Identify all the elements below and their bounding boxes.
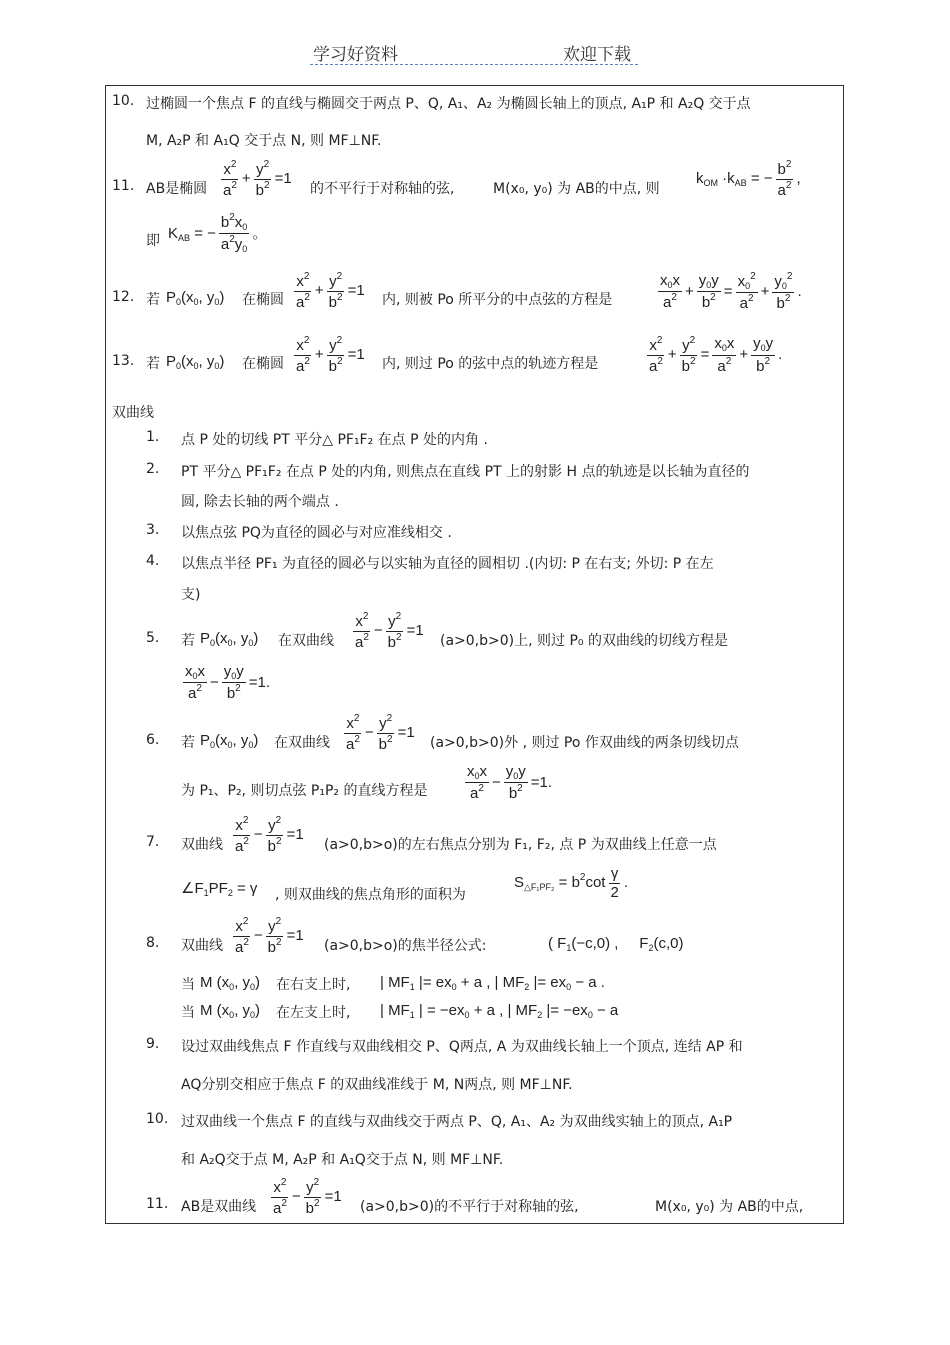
item-number: 10. bbox=[112, 93, 135, 109]
hyperbola-5-text-b: 在双曲线 bbox=[278, 633, 334, 649]
focal-triangle-area-formula: $S_{\triangle F_1PF_2} = b^2\cot$ $\frac{\gamma}{2}$ . bbox=[514, 865, 628, 901]
item-number: 9. bbox=[146, 1036, 160, 1052]
tangent-line-equation: $\frac{x_0x}{a^2}$ − $\frac{y_0y}{b^2}$ =1. bbox=[185, 663, 271, 703]
midpoint-locus-equation: $\frac{x^2}{a^2}$ + $\frac{y^2}{b^2}$ = $\frac{x_0x}{a^2}$ + $\frac{y_0y}{b^2}$ . bbox=[649, 335, 783, 375]
hyperbola-11-text-a: AB是双曲线 bbox=[181, 1199, 257, 1215]
hyperbola-8-text-d: 在右支上时, bbox=[276, 977, 351, 993]
item-number: 5. bbox=[146, 630, 160, 646]
foci-coordinates: ( $F_1(-c,0)$ , $F_2(c,0)$ bbox=[548, 935, 684, 953]
item-number: 10. bbox=[146, 1111, 169, 1127]
hyperbola-5-text-a: 若 bbox=[181, 633, 195, 649]
hyperbola-2-line1: PT 平分△ PF₁F₂ 在点 P 处的内角, 则焦点在直线 PT 上的射影 H 点的轨迹是以长轴为直径的 bbox=[181, 464, 750, 480]
point-p0: $P_0(x_0$, $y_0$) bbox=[200, 732, 259, 750]
item-number: 7. bbox=[146, 834, 160, 850]
item-number: 1. bbox=[146, 429, 160, 445]
hyperbola-3-text: 以焦点弦 PQ为直径的圆必与对应准线相交 . bbox=[181, 525, 452, 541]
midpoint-chord-equation: $\frac{x_0x}{a^2}$ + $\frac{y_0y}{b^2}$ = $\frac{x_0^2}{a^2}$ + $\frac{y_0^2}{b^2}$ . bbox=[660, 271, 802, 313]
point-p0: $P_0(x_0$, $y_0$) bbox=[200, 630, 259, 648]
ellipse-11-text-a: AB是椭圆 bbox=[146, 181, 208, 197]
right-branch-focal-radius: | $MF_1$ |= $ex_0 + a$ , | $MF_2$ |= $ex_0 - a$ . bbox=[380, 974, 605, 992]
header-rule bbox=[310, 64, 638, 65]
hyperbola-10-line2: 和 A₂Q交于点 M, A₂P 和 A₁Q交于点 N, 则 MF⊥NF. bbox=[181, 1152, 504, 1168]
hyperbola-7-text-b: (a>0,b>o)的左右焦点分别为 F₁, F₂, 点 P 为双曲线上任意一点 bbox=[324, 837, 717, 853]
hyperbola-equation: $\frac{x^2}{a^2}$ − $\frac{y^2}{b^2}$ =1 bbox=[355, 611, 424, 651]
ellipse-12-text-c: 内, 则被 Po 所平分的中点弦的方程是 bbox=[382, 292, 613, 308]
point-p0: $P_0(x_0$, $y_0$) bbox=[166, 289, 225, 307]
hyperbola-5-text-c: (a>0,b>0)上, 则过 P₀ 的双曲线的切线方程是 bbox=[440, 633, 728, 649]
point-m: M ($x_0$, $y_0$) bbox=[200, 974, 261, 992]
hyperbola-8-text-a: 双曲线 bbox=[181, 938, 223, 954]
section-title: 双曲线 bbox=[112, 405, 154, 421]
hyperbola-8-text-c: 当 bbox=[181, 977, 195, 993]
hyperbola-8-text-b: (a>0,b>o)的焦半径公式: bbox=[324, 938, 487, 954]
item-number: 12. bbox=[112, 289, 135, 305]
header-right-text: 欢迎下载 bbox=[563, 45, 631, 65]
ellipse-11-text-b: 的不平行于对称轴的弦, bbox=[310, 181, 455, 197]
left-branch-focal-radius: | $MF_1$ | = $-ex_0 + a$ , | $MF_2$ |= $-ex_0 - a$ bbox=[380, 1002, 619, 1020]
hyperbola-10-line1: 过双曲线一个焦点 F 的直线与双曲线交于两点 P、Q, A₁、A₂ 为双曲线实轴上的顶点, A₁P bbox=[181, 1114, 733, 1130]
ellipse-10-line1: 过椭圆一个焦点 F 的直线与椭圆交于两点 P、Q, A₁、A₂ 为椭圆长轴上的顶点, A₁P 和 A₂Q 交于点 bbox=[146, 96, 751, 112]
focal-angle-label: $\angle F_1PF_2 = \gamma$ bbox=[181, 880, 258, 898]
hyperbola-6-text-b: 在双曲线 bbox=[274, 735, 330, 751]
ellipse-equation: $\frac{x^2}{a^2}$ + $\frac{y^2}{b^2}$ =1 bbox=[296, 335, 365, 375]
slope-product-formula: $k_{OM} \cdot k_{AB}$ = − $\frac{b^2}{a^2}$ , bbox=[696, 159, 801, 199]
ellipse-10-line2: M, A₂P 和 A₁Q 交于点 N, 则 MF⊥NF. bbox=[146, 133, 382, 149]
ellipse-11-text-e: 即 bbox=[146, 233, 160, 249]
hyperbola-equation: $\frac{x^2}{a^2}$ − $\frac{y^2}{b^2}$ =1 bbox=[235, 815, 304, 855]
hyperbola-equation: $\frac{x^2}{a^2}$ − $\frac{y^2}{b^2}$ =1 bbox=[235, 916, 304, 956]
item-number: 4. bbox=[146, 553, 160, 569]
ellipse-equation: $\frac{x^2}{a^2}$ + $\frac{y^2}{b^2}$ =1 bbox=[296, 271, 365, 311]
item-number: 3. bbox=[146, 522, 160, 538]
item-number: 13. bbox=[112, 353, 135, 369]
header-left-text: 学习好资料 bbox=[313, 45, 398, 65]
ellipse-equation: $\frac{x^2}{a^2}$ + $\frac{y^2}{b^2}$ =1 bbox=[223, 159, 292, 199]
item-number: 2. bbox=[146, 461, 160, 477]
hyperbola-9-line1: 设过双曲线焦点 F 作直线与双曲线相交 P、Q两点, A 为双曲线长轴上一个顶点, 连结 AP 和 bbox=[181, 1039, 743, 1055]
ellipse-11-text-c: M(x₀, y₀) 为 AB的中点, 则 bbox=[493, 181, 660, 197]
hyperbola-equation: $\frac{x^2}{a^2}$ − $\frac{y^2}{b^2}$ =1 bbox=[273, 1177, 342, 1217]
item-number: 11. bbox=[112, 178, 135, 194]
hyperbola-11-text-b: (a>0,b>0)的不平行于对称轴的弦, bbox=[360, 1199, 579, 1215]
point-p0: $P_0(x_0$, $y_0$) bbox=[166, 353, 225, 371]
hyperbola-8-text-e: 当 bbox=[181, 1005, 195, 1021]
chord-of-contact-equation: $\frac{x_0x}{a^2}$ − $\frac{y_0y}{b^2}$ =1. bbox=[467, 763, 553, 803]
ellipse-12-text-b: 在椭圆 bbox=[242, 292, 284, 308]
point-m: M ($x_0$, $y_0$) bbox=[200, 1002, 261, 1020]
ellipse-13-text-a: 若 bbox=[146, 356, 160, 372]
hyperbola-7-text-c: , 则双曲线的焦点角形的面积为 bbox=[275, 887, 466, 903]
ellipse-13-text-b: 在椭圆 bbox=[242, 356, 284, 372]
hyperbola-4-line2: 支) bbox=[181, 587, 201, 603]
hyperbola-4-line1: 以焦点半径 PF₁ 为直径的圆必与以实轴为直径的圆相切 .(内切: P 在右支; 外切: P 在左 bbox=[181, 556, 714, 572]
hyperbola-6-text-d: 为 P₁、P₂, 则切点弦 P₁P₂ 的直线方程是 bbox=[181, 783, 428, 799]
hyperbola-1-text: 点 P 处的切线 PT 平分△ PF₁F₂ 在点 P 处的内角 . bbox=[181, 432, 488, 448]
hyperbola-equation: $\frac{x^2}{a^2}$ − $\frac{y^2}{b^2}$ =1 bbox=[346, 713, 415, 753]
hyperbola-6-text-c: (a>0,b>0)外 , 则过 Po 作双曲线的两条切线切点 bbox=[430, 735, 739, 751]
ellipse-12-text-a: 若 bbox=[146, 292, 160, 308]
slope-ab-formula: $K_{AB}$ = − $\frac{b^2x_0}{a^2y_0}$ 。 bbox=[168, 212, 268, 255]
ellipse-13-text-c: 内, 则过 Po 的弦中点的轨迹方程是 bbox=[382, 356, 599, 372]
hyperbola-7-text-a: 双曲线 bbox=[181, 837, 223, 853]
hyperbola-9-line2: AQ分别交相应于焦点 F 的双曲线准线于 M, N两点, 则 MF⊥NF. bbox=[181, 1077, 573, 1093]
hyperbola-8-text-f: 在左支上时, bbox=[276, 1005, 351, 1021]
item-number: 6. bbox=[146, 732, 160, 748]
hyperbola-11-text-c: M(x₀, y₀) 为 AB的中点, bbox=[655, 1199, 804, 1215]
item-number: 8. bbox=[146, 935, 160, 951]
item-number: 11. bbox=[146, 1196, 169, 1212]
hyperbola-2-line2: 圆, 除去长轴的两个端点 . bbox=[181, 494, 339, 510]
hyperbola-6-text-a: 若 bbox=[181, 735, 195, 751]
